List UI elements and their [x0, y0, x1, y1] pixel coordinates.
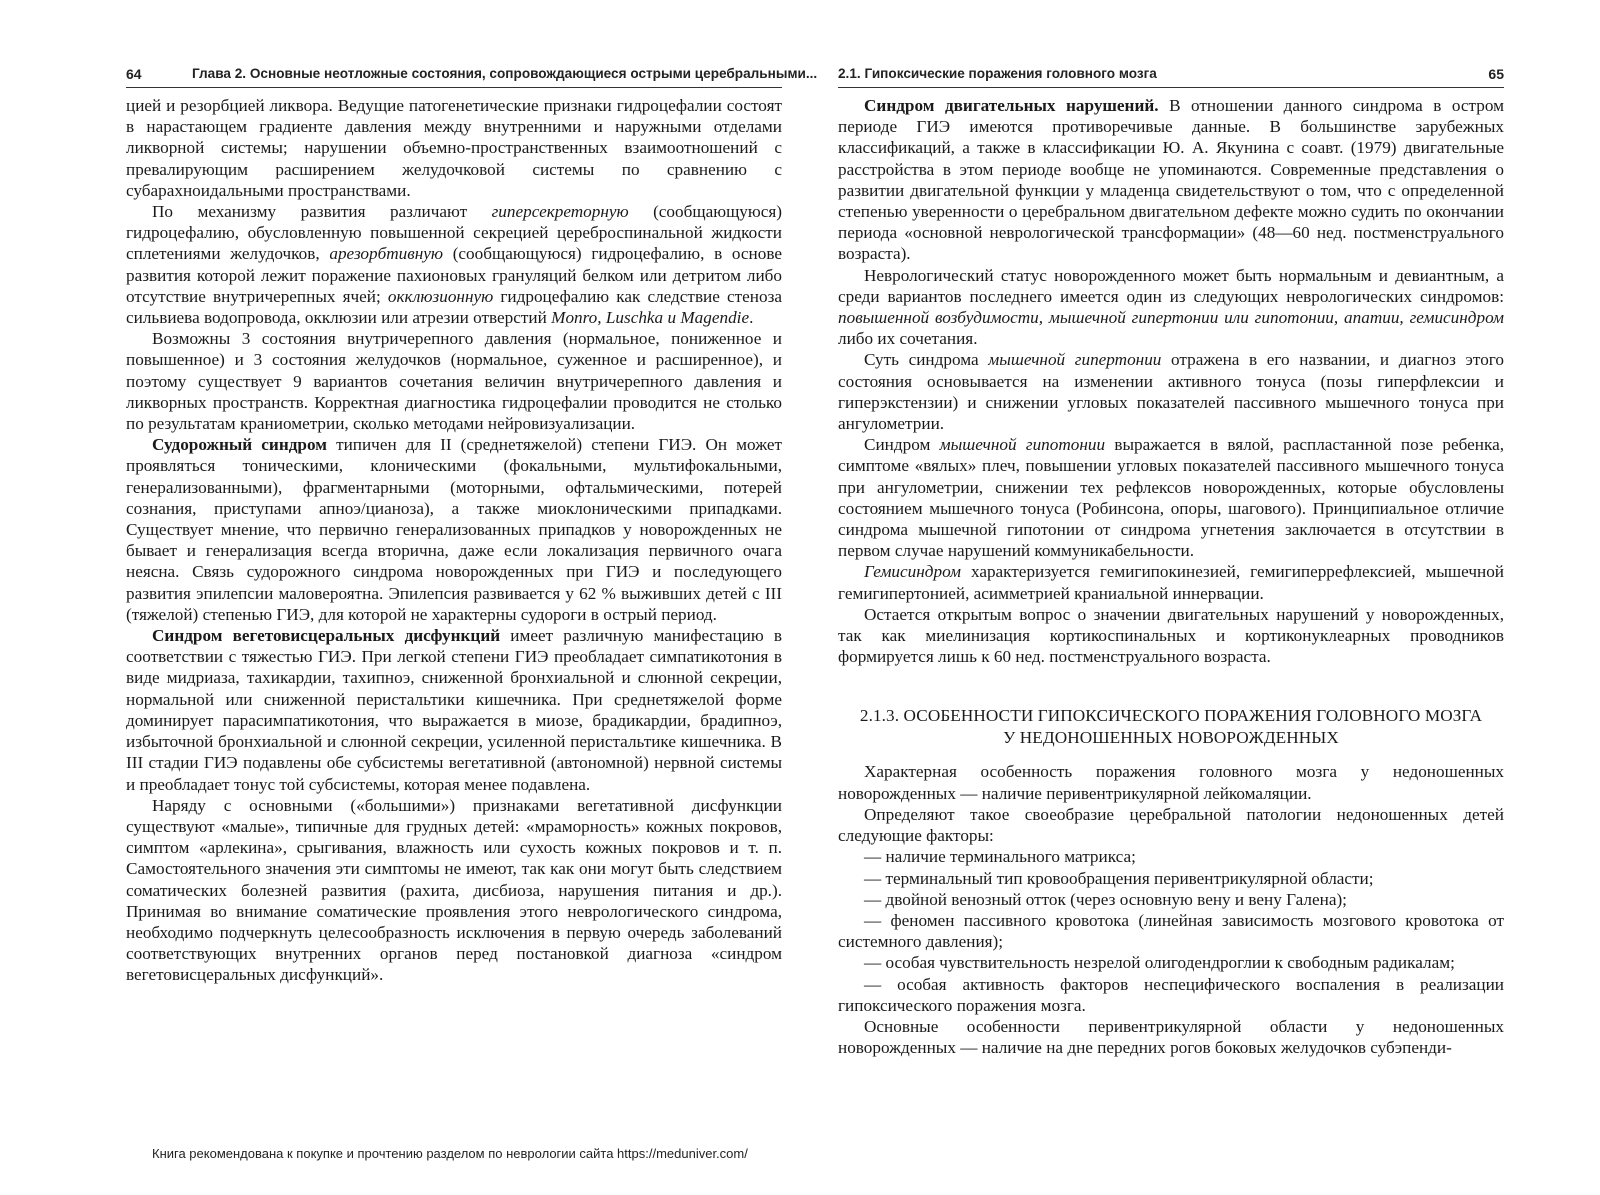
right-running-title: 2.1. Гипоксические поражения головного мозга	[838, 66, 1157, 81]
paragraph: Остается открытым вопрос о значении двигательных нарушений у новорожденных, так как миелинизация кортикоспинальных и кортиконуклеарных проводников формируется лишь к 60 нед. постменструального возраста.	[838, 604, 1504, 667]
left-running-title: Глава 2. Основные неотложные состояния, сопровождающиеся острыми церебральными...	[192, 66, 818, 81]
right-running-header	[838, 62, 1504, 88]
section-heading: 2.1.3. ОСОБЕННОСТИ ГИПОКСИЧЕСКОГО ПОРАЖЕНИЯ ГОЛОВНОГО МОЗГА У НЕДОНОШЕННЫХ НОВОРОЖДЕННЫХ	[859, 706, 1483, 748]
paragraph: Синдром мышечной гипотонии выражается в вялой, распластанной позе ребенка, симптоме «вялых» плеч, повышении угловых показателей пассивного мышечного тонуса при ангулометрии, снижении тех рефлексов новорожденных, которые обусловлены состоянием мышечного тонуса (Робинсона, опоры, шагового). Принципиальное отличие синдрома мышечной гипотонии от синдрома угнетения заключается в отсутствии в первом случае нарушений коммуникабельности.	[838, 435, 1505, 561]
left-page	[126, 62, 818, 986]
paragraph: Суть синдрома мышечной гипертонии отражена в его названии, и диагноз этого состояния основывается на изменении активного тонуса (позы гиперфлексии и гиперэкстензии) и снижении угловых показателей пассивного мышечного тонуса при ангулометрии.	[838, 350, 1505, 434]
paragraph: Определяют такое своеобразие церебральной патологии недоношенных детей следующие факторы:	[838, 804, 1504, 846]
paragraph: цией и резорбцией ликвора. Ведущие патогенетические признаки гидроцефалии состоят в нарастающем градиенте давления между внутренними и наружными отделами ликворной системы; нарушении объемно-пространственных взаимоотношений с превалирующим расширением желудочковой системы по сравнению с субарахноидальными пространствами.	[126, 96, 782, 200]
list-item: — наличие терминального матрикса;	[864, 847, 1136, 867]
paragraph: Судорожный синдром типичен для II (среднетяжелой) степени ГИЭ. Он может проявляться тоническими, клоническими (фокальными, мультифокальными, генерализованными), фрагментарными (моторными, офтальмическими, потерей сознания, приступами апноэ/цианоза), а также миоклоническими припадками. Существует мнение, что первично генерализованных припадков у новорожденных не бывает и генерализация всегда вторична, даже если локализация первичного очага неясна. Связь судорожного синдрома новорожденных при ГИЭ и последующего развития эпилепсии маловероятна. Эпилепсия развивается у 62 % выживших детей с III (тяжелой) степенью ГИЭ, для которой не характерны судороги в острый период.	[126, 435, 782, 624]
right-page-number: 65	[1488, 66, 1504, 82]
list-item: — особая активность факторов неспецифического воспаления в реализации гипоксического поражения мозга.	[838, 974, 1504, 1015]
paragraph: Неврологический статус новорожденного может быть нормальным и девиантным, а среди вариантов последнего имеется один из следующих неврологических синдромов: повышенной возбудимости, мышечной гипертонии или гипотонии, апатии, гемисиндром либо их сочетания.	[838, 265, 1504, 349]
paragraph: Возможны 3 состояния внутричерепного давления (нормальное, пониженное и повышенное) и 3 состояния желудочков (нормальное, суженное и расширенное), и поэтому существует 9 вариантов сочетания величин внутричерепного давления и ликворных пространств. Корректная диагностика гидроцефалии проводится не столько по результатам краниометрии, сколько методами нейровизуализации.	[126, 329, 782, 434]
right-page	[838, 62, 1504, 1058]
paragraph: Основные особенности перивентрикулярной области у недоношенных новорожденных — наличие на дне передних рогов боковых желудочков субэпенди-	[838, 1016, 1504, 1058]
left-page-number: 64	[126, 66, 142, 82]
paragraph: Характерная особенность поражения головного мозга у недоношенных новорожденных — наличие перивентрикулярной лейкомаляции.	[838, 762, 1504, 803]
list-item: — терминальный тип кровообращения перивентрикулярной области;	[864, 868, 1374, 888]
paragraph: Наряду с основными («большими») признаками вегетативной дисфункции существуют «малые», типичные для грудных детей: «мраморность» кожных покровов, симптом «арлекина», срыгивания, влажность или сухость кожных покровов и т. п. Самостоятельного значения эти симптомы не имеют, так как они могут быть следствием соматических болезней развития (рахита, дисбиоза, нарушения питания и др.). Принимая во внимание соматические проявления этого неврологического синдрома, необходимо подчеркнуть целесообразность исключения в первую очередь заболеваний соответствующих внутренних органов перед постановкой диагноза «синдром вегетовисцеральных дисфункций».	[126, 795, 782, 985]
paragraph: Синдром вегетовисцеральных дисфункций имеет различную манифестацию в соответствии с тяжестью ГИЭ. При легкой степени ГИЭ преобладает симпатикотония в виде мидриаза, тахикардии, тахипноэ, сниженной бронхиальной и слюнной секреции, нормальной или сниженной перистальтики кишечника. При среднетяжелой форме доминирует парасимпатикотония, что выражается в миозе, брадикардии, брадипноэ, избыточной бронхиальной и слюнной секреции, усиленной перистальтике кишечника. В III стадии ГИЭ подавлены обе субсистемы вегетативной (автономной) нервной системы и преобладает тонус той субсистемы, которая менее подавлена.	[126, 626, 782, 794]
list-item: — двойной венозный отток (через основную вену и вену Галена);	[864, 889, 1347, 909]
list-item: — особая чувствительность незрелой олигодендроглии к свободным радикалам;	[864, 953, 1455, 973]
paragraph: Синдром двигательных нарушений. В отношении данного синдрома в остром периоде ГИЭ имеются противоречивые данные. В большинстве зарубежных классификаций, а также в классификации Ю. А. Якунина с соавт. (1979) двигательные расстройства в этом периоде вообще не упоминаются. Современные представления о развитии двигательной функции у младенца свидетельствуют о том, что с определенной степенью уверенности о церебральном двигательном дефекте можно судить по окончании периода «основной неврологической трансформации» (48—60 нед. постменструального возраста).	[838, 96, 1504, 264]
footer-note: Книга рекомендована к покупке и прочтению разделом по неврологии сайта https://meduniver.com/	[152, 1146, 748, 1161]
paragraph: По механизму развития различают гиперсекреторную (сообщающуюся) гидроцефалию, обусловленную повышенной секрецией цереброспинальной жидкости сплетениями желудочков, арезорбтивную (сообщающуюся) гидроцефалию, в основе развития которой лежит поражение пахионовых грануляций белком или детритом либо отсутствие внутричерепных ячей; окклюзионную гидроцефалию как следствие стеноза сильвиева водопровода, окклюзии или атрезии отверстий Monro, Luschka и Magendie.	[126, 202, 782, 328]
paragraph: Гемисиндром характеризуется гемигипокинезией, гемигиперрефлексией, мышечной гемигипертонией, асимметрией краниальной иннервации.	[838, 562, 1504, 603]
left-running-header	[126, 62, 818, 88]
list-item: — феномен пассивного кровотока (линейная зависимость мозгового кровотока от системного давления);	[838, 910, 1504, 952]
